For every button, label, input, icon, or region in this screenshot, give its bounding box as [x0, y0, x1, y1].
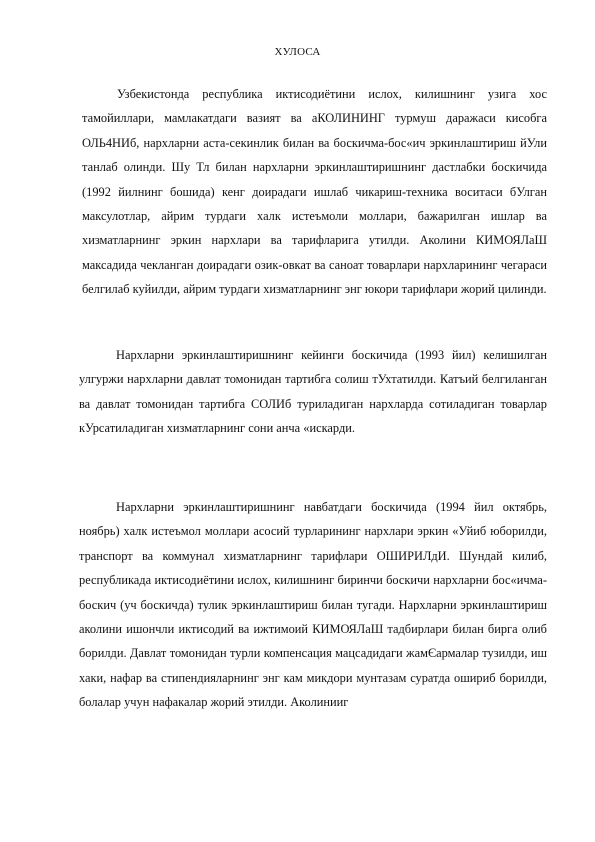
- page-title: ХУЛОСА: [274, 46, 321, 58]
- paragraph-2: Нархларни эркинлаштиришнинг кейинги боскичида (1993 йил) келишилган улгуржи нархларни давлат томонидан тартибга солиш тУхтатилди. Катъий белгиланган ва давлат томонидан тартибга СОЛИб туриладиган нархларда сотиладиган товарлар кУрсатиладиган хизматларнинг сони анча «искарди.: [79, 348, 547, 436]
- paragraph-3: Нархларни эркинлаштиришнинг навбатдаги боскичида (1994 йил октябрь, ноябрь) халк истеъмол моллари асосий турларининг нархлари эркин «Уйиб юборилди, транспорт ва коммунал хизматларнинг тарифлари ОШИРИЛдИ. Шундай килиб, республикада иктисодиётини ислох, килишнинг биринчи боскичи нархларни бос«ичма-боскич (уч боскичда) тулик эркинлаштириш билан тугади. Нархларни эркинлаштириш аколини ишончли иктисодий ва ижтимоий КИМОЯЛаШ тадбирлари билан бирга олиб борилди. Давлат томонидан турли компенсация мацсадидаги жамЄармалар тузилди, иш хаки, нафар ва стипендияларнинг энг кам микдори мунтазам суратда ошириб борилди, болалар учун нафакалар жорий этилди. Аколинииг: [79, 500, 547, 710]
- paragraph-1: Узбекистонда республика иктисодиётини ислох, килишнинг узига хос тамойиллари, мамлакатдаги вазият ва аКОЛИНИНГ турмуш даражаси кисобга ОЛЬ4НИб, нархларни аста-секинлик билан ва боскичма-бос«ич эркинлаштириш йУли танлаб олинди. Шу Тл билан нархларни эркинлаштиришнинг дастлабки боскичида (1992 йилнинг бошида) кенг доирадаги ишлаб чикариш-техника воситаси бУлган максулотлар, айрим турдаги халк истеъмоли моллари, бажарилган ишлар ва хизматларнинг эркин нархлари ва тарифларига утилди. Аколини КИМОЯЛаШ максадида чекланган доирадаги озик-овкат ва саноат товарлари нархларининг чегараси белгилаб куйилди, айрим турдаги хизматларнинг энг юкори тарифлари жорий цилинди.: [82, 87, 547, 297]
